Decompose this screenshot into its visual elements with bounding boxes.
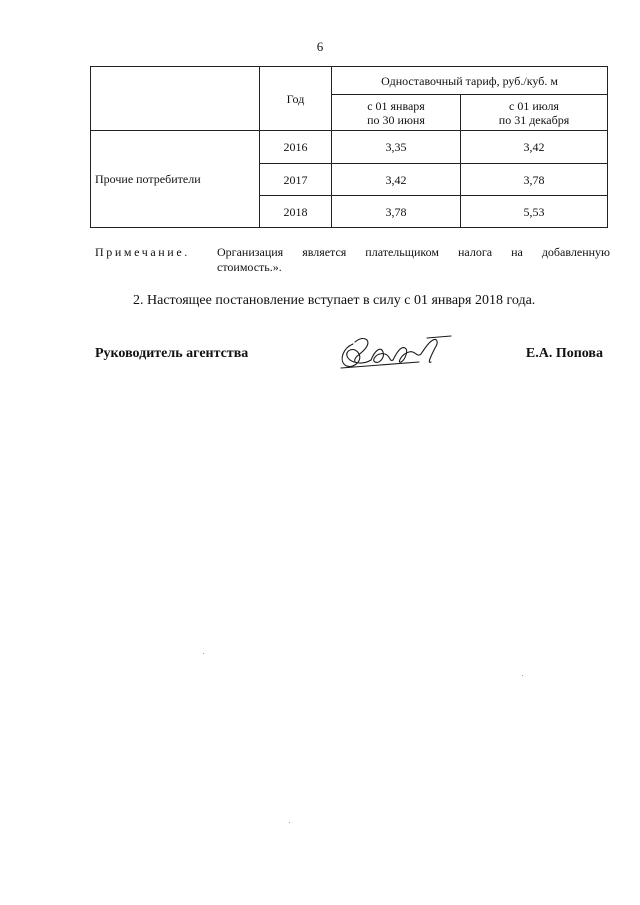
- period2-line1: с 01 июля: [509, 98, 559, 113]
- tariff-table: [90, 66, 608, 228]
- tariff-cell: 5,53: [461, 196, 608, 228]
- note-line1: Организация является плательщиком налога на добавленную: [217, 245, 610, 259]
- tariff-cell: 3,42: [461, 131, 608, 164]
- tariff-cell: 3,35: [332, 131, 461, 164]
- tariff-cell: 3,78: [332, 196, 461, 228]
- tariff-cell: 3,78: [461, 164, 608, 196]
- table-header-empty: [91, 67, 260, 131]
- year-cell: 2017: [260, 164, 332, 196]
- table-header-year: Год: [260, 67, 332, 131]
- scan-speck: [203, 653, 204, 654]
- period1-line2: по 30 июня: [367, 112, 425, 127]
- effective-date-clause: 2. Настоящее постановление вступает в силу с 01 января 2018 года.: [133, 293, 536, 308]
- signer-name: Е.А. Попова: [525, 346, 603, 361]
- scan-speck: [522, 675, 523, 676]
- consumer-cell: Прочие потребители: [91, 131, 260, 228]
- year-cell: 2016: [260, 131, 332, 164]
- year-cell: 2018: [260, 196, 332, 228]
- period2-line2: по 31 декабря: [498, 112, 570, 127]
- note-text: [217, 245, 610, 275]
- note-line2: стоимость.».: [217, 260, 282, 274]
- page-number: 6: [316, 39, 324, 54]
- tariff-cell: 3,42: [332, 164, 461, 196]
- handwritten-signature: [335, 332, 455, 374]
- table-header-period2: [461, 95, 608, 131]
- period1-line1: с 01 января: [367, 98, 425, 113]
- table-header-tariff: Одноставочный тариф, руб./куб. м: [332, 67, 608, 95]
- note-label: Примечание.: [95, 245, 190, 259]
- signer-title: Руководитель агентства: [95, 346, 249, 361]
- table-header-period1: [332, 95, 461, 131]
- table-row: [91, 131, 608, 164]
- scan-speck: [289, 822, 290, 823]
